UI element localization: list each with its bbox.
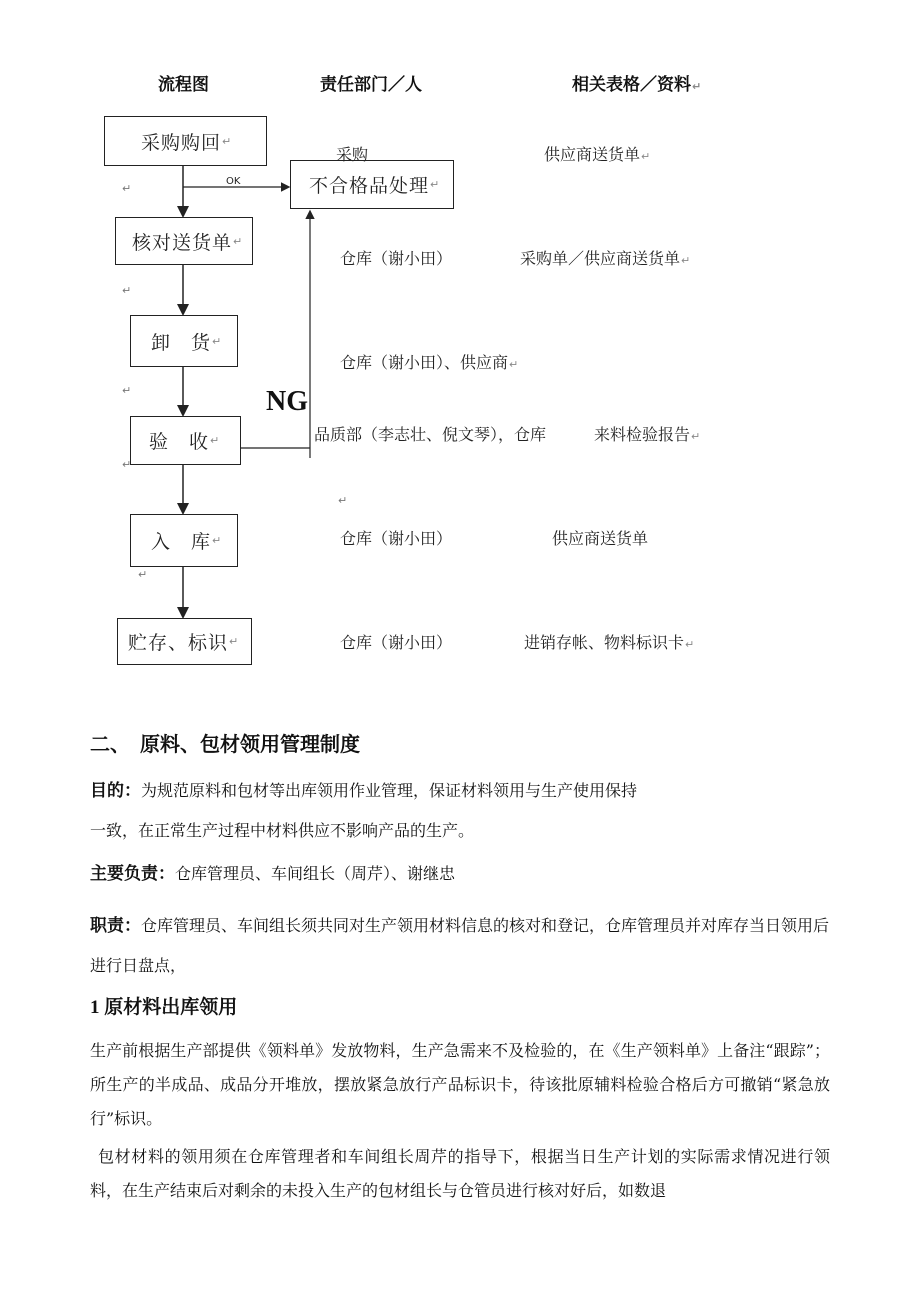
box-check-delivery-note: 核对送货单 ↵ [115, 217, 253, 265]
header-responsible: 责任部门／人 [320, 75, 422, 95]
row-5-dept: 仓库（谢小田） [340, 529, 453, 548]
paragraph-mark: ↵ [338, 494, 348, 507]
paragraph-mark: ↵ [122, 182, 132, 195]
ok-label: OK [226, 176, 241, 187]
box-store-in: 入 库 ↵ [130, 514, 238, 567]
duty-label: 职责： [90, 916, 141, 936]
body-paragraph-2: 包材材料的领用须在仓库管理者和车间组长周芹的指导下，根据当日生产计划的实际需求情况进行领料，在生产结束后对剩余的未投入生产的包材组长与仓管员进行核对好后，如数退 [90, 1147, 830, 1200]
responsible-label: 主要负责： [90, 864, 175, 884]
paragraph-mark: ↵ [122, 284, 132, 297]
purpose-label: 目的： [90, 781, 141, 801]
row-4-form: 来料检验报告↵ [594, 425, 701, 444]
row-1-dept: 采购 [336, 145, 369, 164]
box-purchase-return: 采购购回 ↵ [104, 116, 267, 166]
row-6-form: 进销存帐、物料标识卡↵ [524, 633, 695, 652]
responsible-text: 仓库管理员、车间组长（周芹）、谢继忠 [175, 864, 456, 883]
paragraph-mark: ↵ [122, 384, 132, 397]
body-paragraph-1: 生产前根据生产部提供《领料单》发放物料，生产急需来不及检验的，在《生产领料单》上备注“跟踪”；所生产的半成品、成品分开堆放，摆放紧急放行产品标识卡，待该批原辅料检验合格后方可撤销“紧急放行”标识。 [90, 1041, 830, 1128]
box-unload: 卸 货 ↵ [130, 315, 238, 367]
row-1-form: 供应商送货单↵ [544, 145, 651, 164]
box-storage-label: 贮存、标识 ↵ [117, 618, 252, 665]
row-2-form: 采购单／供应商送货单↵ [520, 249, 691, 268]
purpose-text: 为规范原料和包材等出库领用作业管理，保证材料领用与生产使用保持 [141, 781, 638, 800]
responsible-paragraph [90, 858, 830, 890]
row-2-dept: 仓库（谢小田） [340, 249, 453, 268]
paragraph-mark: ↵ [138, 568, 148, 581]
row-5-form: 供应商送货单 [552, 529, 649, 548]
purpose-paragraph [90, 775, 830, 807]
row-6-dept: 仓库（谢小田） [340, 633, 453, 652]
subsection-title: 1 原材料出库领用 [90, 997, 238, 1018]
duty-paragraph [90, 906, 830, 986]
box-inspect-accept: 验 收 ↵ [130, 416, 241, 465]
purpose-paragraph-cont: 一致，在正常生产过程中材料供应不影响产品的生产。 [90, 821, 475, 840]
duty-text: 仓库管理员、车间组长须共同对生产领用材料信息的核对和登记，仓库管理员并对库存当日领用后进行日盘点， [90, 916, 830, 975]
header-flowchart: 流程图 [158, 75, 209, 95]
row-3-dept: 仓库（谢小田）、供应商↵ [340, 353, 519, 372]
ng-label: NG [266, 386, 308, 417]
paragraph-mark: ↵ [122, 458, 132, 471]
box-nonconforming-handling: 不合格品处理 ↵ [290, 160, 454, 209]
header-related-forms: 相关表格／资料↵ [572, 75, 702, 95]
section-title: 二、 原料、包材领用管理制度 [90, 732, 360, 756]
row-4-dept: 品质部（李志壮、倪文琴），仓库 [314, 425, 547, 444]
